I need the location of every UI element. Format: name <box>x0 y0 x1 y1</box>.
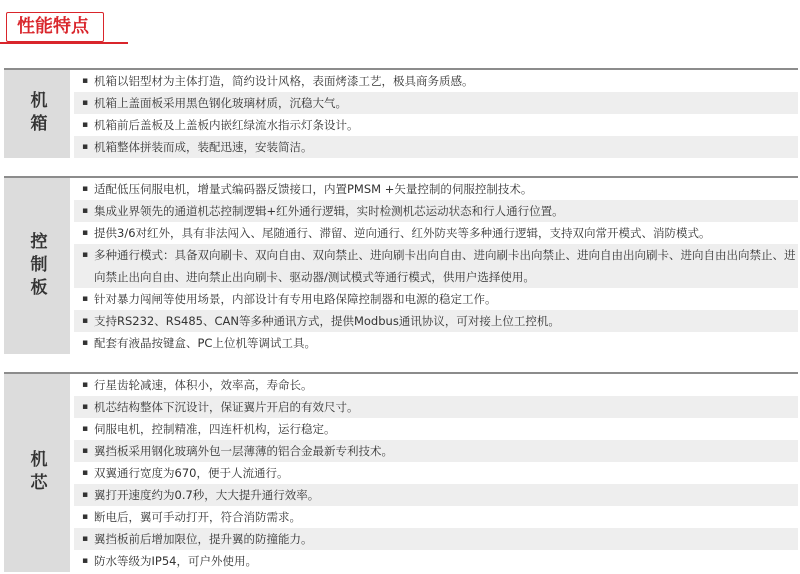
section-label-text: 机芯 <box>26 450 47 496</box>
bullet-icon: ▪ <box>82 556 89 566</box>
list-item: ▪ 行星齿轮减速，体积小，效率高，寿命长。 <box>74 374 798 396</box>
list-item: ▪ 断电后，翼可手动打开，符合消防需求。 <box>74 506 798 528</box>
section-chassis <box>4 68 798 158</box>
bullet-icon: ▪ <box>82 228 89 238</box>
section-label-mechanism <box>4 374 70 572</box>
list-item: ▪ 多种通行模式：具备双向刷卡、双向自由、双向禁止、进向刷卡出向自由、进向刷卡出向禁止、进向自由出向刷卡、进向自由出向禁止、进向禁止出向自由、进向禁止出向刷卡、驱动器/测试模式等通行模式，供用户选择使用。 <box>74 244 798 288</box>
bullet-icon: ▪ <box>82 120 89 130</box>
title-wrap <box>6 12 104 42</box>
bullet-icon: ▪ <box>82 534 89 544</box>
bullet-icon: ▪ <box>82 338 89 348</box>
section-mechanism <box>4 372 798 572</box>
list-item: ▪ 机箱以铝型材为主体打造，简约设计风格，表面烤漆工艺，极具商务质感。 <box>74 70 798 92</box>
title-underline <box>0 42 128 44</box>
bullet-icon: ▪ <box>82 76 89 86</box>
list-item: ▪ 配套有液晶按键盒、PC上位机等调试工具。 <box>74 332 798 354</box>
bullet-icon: ▪ <box>82 424 89 434</box>
section-rows <box>74 374 798 572</box>
bullet-icon: ▪ <box>82 380 89 390</box>
bullet-icon: ▪ <box>82 316 89 326</box>
section-rows <box>74 70 798 158</box>
list-item: ▪ 机芯结构整体下沉设计，保证翼片开启的有效尺寸。 <box>74 396 798 418</box>
bullet-icon: ▪ <box>82 512 89 522</box>
list-item: ▪ 集成业界领先的通道机芯控制逻辑+红外通行逻辑，实时检测机芯运动状态和行人通行位置。 <box>74 200 798 222</box>
list-item: ▪ 机箱整体拼装而成，装配迅速，安装简洁。 <box>74 136 798 158</box>
bullet-icon: ▪ <box>82 250 89 260</box>
section-label-text: 控制板 <box>26 231 47 301</box>
bullet-icon: ▪ <box>82 98 89 108</box>
list-item: ▪ 双翼通行宽度为670，便于人流通行。 <box>74 462 798 484</box>
section-label-chassis <box>4 70 70 158</box>
list-item: ▪ 翼挡板采用钢化玻璃外包一层薄薄的铝合金最新专利技术。 <box>74 440 798 462</box>
list-item: ▪ 支持RS232、RS485、CAN等多种通讯方式，提供Modbus通讯协议，可对接上位工控机。 <box>74 310 798 332</box>
list-item: ▪ 翼打开速度约为0.7秒，大大提升通行效率。 <box>74 484 798 506</box>
list-item: ▪ 适配低压伺服电机，增量式编码器反馈接口，内置PMSM +矢量控制的伺服控制技术。 <box>74 178 798 200</box>
list-item: ▪ 针对暴力闯闸等使用场景，内部设计有专用电路保障控制器和电源的稳定工作。 <box>74 288 798 310</box>
list-item: ▪ 翼挡板前后增加限位，提升翼的防撞能力。 <box>74 528 798 550</box>
section-label-text: 机箱 <box>26 91 47 137</box>
bullet-icon: ▪ <box>82 490 89 500</box>
bullet-icon: ▪ <box>82 294 89 304</box>
list-item: ▪ 机箱上盖面板采用黑色钢化玻璃材质，沉稳大气。 <box>74 92 798 114</box>
list-item: ▪ 机箱前后盖板及上盖板内嵌红绿流水指示灯条设计。 <box>74 114 798 136</box>
list-item: ▪ 提供3/6对红外，具有非法闯入、尾随通行、滞留、逆向通行、红外防夹等多种通行逻辑，支持双向常开模式、消防模式。 <box>74 222 798 244</box>
page-title: 性能特点 <box>6 12 104 42</box>
list-item: ▪ 伺服电机，控制精准，四连杆机构，运行稳定。 <box>74 418 798 440</box>
section-rows <box>74 178 798 354</box>
bullet-icon: ▪ <box>82 184 89 194</box>
bullet-icon: ▪ <box>82 402 89 412</box>
bullet-icon: ▪ <box>82 468 89 478</box>
bullet-icon: ▪ <box>82 446 89 456</box>
section-control-board <box>4 176 798 354</box>
bullet-icon: ▪ <box>82 142 89 152</box>
list-item: ▪ 防水等级为IP54，可户外使用。 <box>74 550 798 572</box>
bullet-icon: ▪ <box>82 206 89 216</box>
section-label-control-board <box>4 178 70 354</box>
